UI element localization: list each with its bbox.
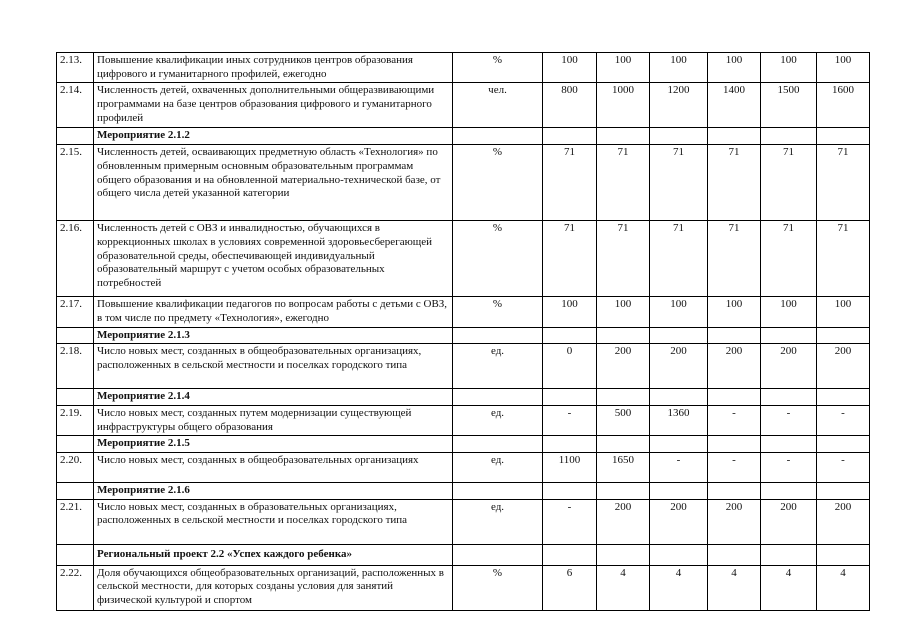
value-cell: [650, 436, 708, 453]
value-cell: 71: [543, 221, 597, 297]
row-number: [57, 327, 94, 344]
table-body: [57, 53, 870, 611]
indicator-name: Число новых мест, созданных в образовательных организациях, расположенных в сельской местности и поселках городского типа: [94, 499, 453, 544]
unit-cell: %: [453, 565, 543, 610]
row-number: [57, 128, 94, 145]
value-cell: 1600: [817, 83, 870, 128]
value-cell: 1100: [543, 453, 597, 483]
value-cell: [761, 327, 817, 344]
value-cell: 4: [650, 565, 708, 610]
value-cell: [650, 483, 708, 500]
row-number: 2.17.: [57, 297, 94, 327]
value-cell: 200: [650, 344, 708, 389]
value-cell: [817, 327, 870, 344]
table-row: [57, 297, 870, 327]
value-cell: 1650: [597, 453, 650, 483]
value-cell: 100: [708, 297, 761, 327]
indicator-name: Доля обучающихся общеобразовательных организаций, расположенных в сельской местности, для которых созданы условия для занятий физической культурой и спортом: [94, 565, 453, 610]
indicator-name: Число новых мест, созданных путем модернизации существующей инфраструктуры общего образования: [94, 405, 453, 435]
value-cell: 100: [817, 297, 870, 327]
value-cell: [817, 389, 870, 406]
section-row: [57, 327, 870, 344]
value-cell: [543, 389, 597, 406]
value-cell: 100: [761, 53, 817, 83]
value-cell: -: [761, 453, 817, 483]
value-cell: -: [543, 405, 597, 435]
value-cell: 200: [761, 344, 817, 389]
value-cell: [708, 327, 761, 344]
value-cell: [761, 483, 817, 500]
row-number: 2.20.: [57, 453, 94, 483]
value-cell: 4: [761, 565, 817, 610]
unit-cell: ед.: [453, 499, 543, 544]
value-cell: 71: [708, 221, 761, 297]
row-number: [57, 483, 94, 500]
value-cell: 200: [817, 344, 870, 389]
value-cell: [650, 128, 708, 145]
value-cell: 4: [708, 565, 761, 610]
value-cell: 6: [543, 565, 597, 610]
indicator-name: Число новых мест, созданных в общеобразовательных организациях, расположенных в сельской местности и поселках городского типа: [94, 344, 453, 389]
value-cell: -: [761, 405, 817, 435]
value-cell: 200: [817, 499, 870, 544]
row-number: [57, 436, 94, 453]
unit-cell: [453, 436, 543, 453]
section-title: Мероприятие 2.1.6: [94, 483, 453, 500]
row-number: 2.15.: [57, 145, 94, 221]
row-number: 2.21.: [57, 499, 94, 544]
value-cell: 100: [597, 297, 650, 327]
value-cell: 1000: [597, 83, 650, 128]
value-cell: 100: [817, 53, 870, 83]
unit-cell: %: [453, 221, 543, 297]
table-row: [57, 221, 870, 297]
value-cell: [597, 544, 650, 565]
value-cell: 71: [650, 221, 708, 297]
value-cell: [761, 436, 817, 453]
row-number: [57, 389, 94, 406]
unit-cell: ед.: [453, 405, 543, 435]
value-cell: [708, 389, 761, 406]
value-cell: 200: [708, 344, 761, 389]
value-cell: [543, 544, 597, 565]
value-cell: -: [650, 453, 708, 483]
value-cell: [761, 389, 817, 406]
indicator-name: Численность детей с ОВЗ и инвалидностью, обучающихся в коррекционных школах в условиях современной здоровьесберегающей образовательной среды, обеспечивающей индивидуальный образовательный маршрут с учетом особых образовательных потребностей: [94, 221, 453, 297]
table-row: [57, 453, 870, 483]
value-cell: 71: [650, 145, 708, 221]
value-cell: 100: [597, 53, 650, 83]
value-cell: 200: [650, 499, 708, 544]
value-cell: [817, 544, 870, 565]
section-row: [57, 483, 870, 500]
unit-cell: [453, 483, 543, 500]
unit-cell: [453, 544, 543, 565]
section-title: Мероприятие 2.1.4: [94, 389, 453, 406]
value-cell: 100: [708, 53, 761, 83]
value-cell: -: [543, 499, 597, 544]
section-title: Региональный проект 2.2 «Успех каждого ребенка»: [94, 544, 453, 565]
unit-cell: ед.: [453, 453, 543, 483]
value-cell: 71: [708, 145, 761, 221]
value-cell: 200: [597, 499, 650, 544]
table-row: [57, 145, 870, 221]
unit-cell: %: [453, 297, 543, 327]
value-cell: 100: [761, 297, 817, 327]
table-row: [57, 405, 870, 435]
section-title: Мероприятие 2.1.5: [94, 436, 453, 453]
table-row: [57, 499, 870, 544]
row-number: 2.14.: [57, 83, 94, 128]
value-cell: [650, 389, 708, 406]
value-cell: -: [708, 405, 761, 435]
table-row: [57, 83, 870, 128]
value-cell: 200: [761, 499, 817, 544]
value-cell: [817, 483, 870, 500]
value-cell: 71: [817, 221, 870, 297]
value-cell: [597, 128, 650, 145]
indicator-name: Численность детей, осваивающих предметную область «Технология» по обновленным примерным основным образовательным программам общего образования и на обновленной материально-технической базе, от общего числа детей указанной категории: [94, 145, 453, 221]
value-cell: 800: [543, 83, 597, 128]
value-cell: [708, 436, 761, 453]
value-cell: 71: [761, 145, 817, 221]
row-number: 2.19.: [57, 405, 94, 435]
row-number: 2.22.: [57, 565, 94, 610]
value-cell: [708, 483, 761, 500]
value-cell: 100: [650, 297, 708, 327]
value-cell: 100: [543, 297, 597, 327]
value-cell: 71: [817, 145, 870, 221]
value-cell: [650, 544, 708, 565]
row-number: 2.13.: [57, 53, 94, 83]
value-cell: [543, 436, 597, 453]
value-cell: [543, 128, 597, 145]
value-cell: [761, 128, 817, 145]
value-cell: -: [817, 405, 870, 435]
value-cell: [543, 483, 597, 500]
value-cell: 1360: [650, 405, 708, 435]
value-cell: [597, 327, 650, 344]
indicator-name: Повышение квалификации иных сотрудников центров образования цифрового и гуманитарного профилей, ежегодно: [94, 53, 453, 83]
row-number: 2.18.: [57, 344, 94, 389]
indicators-table: [56, 52, 870, 611]
table-row: [57, 53, 870, 83]
value-cell: 1500: [761, 83, 817, 128]
value-cell: 71: [761, 221, 817, 297]
value-cell: [597, 483, 650, 500]
value-cell: 71: [597, 221, 650, 297]
unit-cell: [453, 389, 543, 406]
value-cell: [597, 436, 650, 453]
unit-cell: %: [453, 53, 543, 83]
value-cell: 200: [708, 499, 761, 544]
unit-cell: чел.: [453, 83, 543, 128]
value-cell: [650, 327, 708, 344]
section-row: [57, 389, 870, 406]
row-number: 2.16.: [57, 221, 94, 297]
row-number: [57, 544, 94, 565]
unit-cell: [453, 128, 543, 145]
section-title: Мероприятие 2.1.2: [94, 128, 453, 145]
value-cell: 71: [597, 145, 650, 221]
value-cell: 71: [543, 145, 597, 221]
value-cell: 1200: [650, 83, 708, 128]
table-row: [57, 344, 870, 389]
value-cell: [761, 544, 817, 565]
indicator-name: Число новых мест, созданных в общеобразовательных организациях: [94, 453, 453, 483]
value-cell: 0: [543, 344, 597, 389]
value-cell: [817, 128, 870, 145]
value-cell: [543, 327, 597, 344]
unit-cell: ед.: [453, 344, 543, 389]
value-cell: [597, 389, 650, 406]
value-cell: [708, 128, 761, 145]
value-cell: 100: [543, 53, 597, 83]
value-cell: -: [817, 453, 870, 483]
value-cell: 100: [650, 53, 708, 83]
value-cell: -: [708, 453, 761, 483]
value-cell: [708, 544, 761, 565]
section-row: [57, 128, 870, 145]
section-title: Мероприятие 2.1.3: [94, 327, 453, 344]
unit-cell: %: [453, 145, 543, 221]
section-row: [57, 544, 870, 565]
value-cell: 500: [597, 405, 650, 435]
value-cell: 1400: [708, 83, 761, 128]
value-cell: [817, 436, 870, 453]
indicator-name: Численность детей, охваченных дополнительными общеразвивающими программами на базе центров образования цифрового и гуманитарного профилей: [94, 83, 453, 128]
indicator-name: Повышение квалификации педагогов по вопросам работы с детьми с ОВЗ, в том числе по предмету «Технология», ежегодно: [94, 297, 453, 327]
value-cell: 4: [817, 565, 870, 610]
value-cell: 4: [597, 565, 650, 610]
unit-cell: [453, 327, 543, 344]
table-row: [57, 565, 870, 610]
value-cell: 200: [597, 344, 650, 389]
section-row: [57, 436, 870, 453]
